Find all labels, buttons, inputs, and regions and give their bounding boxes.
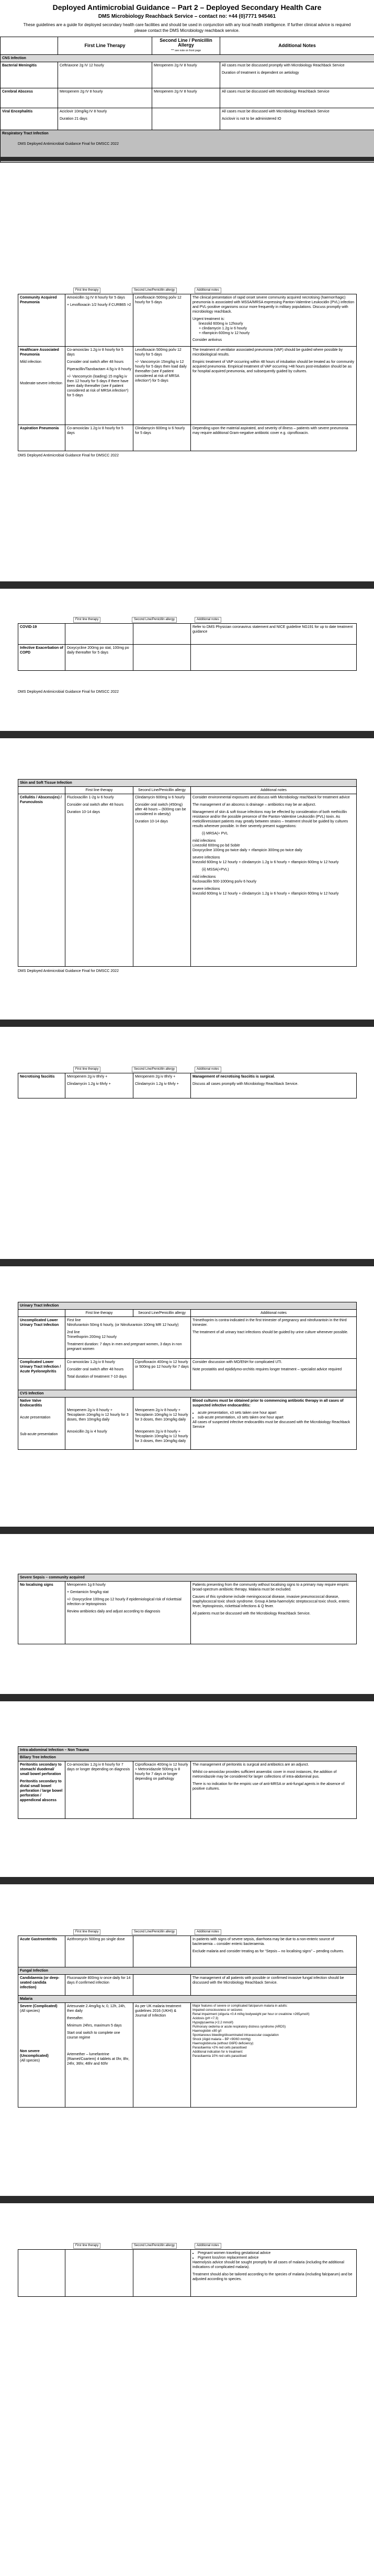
page-5: First line therapy Second Line/Penicillin allergy Additional notes Necrotising fasciitis Meropenem 2g iv 8hrly + Clindamycin 1.2g iv 6hrly + Meropenem 2g iv 8hrly + Clindamycin 1.2g iv 6hrly + Management of necrotising fasciitis is surgical. Discuss all cases promptly with Microbiology Reachback Service.: [0, 1067, 374, 1171]
page-2: First line therapy Second Line/Penicillin allergy Additional notes Community Acquired Pneumonia Amoxicillin 1g IV 8 hourly for 5 days + Levofloxacin 1/2 hourly if CURB65 >2 Levofloxacin 500mg po/iv 12 hourly for 5 days The clinical presentation of rapid onset severe community acquired necrotising (haemorrhagic) pneumonia is associated with MSSA/MRSA expressing Panton-Valentine Leukocidin (PVL) infection and PVL-positive organisms occur more frequently in military populations. Discuss promptly with microbiology reachback. Urgent treatment is: linezolid 600mg iv 12hourly + clindamycin 1.2g iv 6 hourly + rifampicin 600mg iv 12 hourly Consider antivirus Healthcare Associated Pneumonia Mild infection Moderate-severe infection Co-amoxiclav 1.2g iv 8 hourly for 5 days Consider oral switch after 48 hours Piperacillin/Tazobactam 4.5g iv 8 hourly +/- Vancomycin (loading) 15 mg/kg iv then 12 hourly for 5 days if there have been daily thereafter (see if patient considered at risk of MRSA infection*) for 5 days Levofloxacin 500mg po/iv 12 hourly for 5 days +/- Vancomycin 15mg/kg iv 12 hourly for 5 days then load daily thereafter (see if patient considered at risk of MRSA infection*) for 5 days The treatment of ventilator associated pneumonia (VAP) should be guided where possible by microbiological results. Empiric treatment of VAP occurring within 48 hours of intubation should be treated as for community acquired pneumonia. Empirical treatment of VAP occurring >48 hours post-intubation should be as for hospital acquired pneumonia, and subsequently guided by cultures. Aspiration Pneumonia Co-amoxiclav 1.2g iv 8 hourly for 5 days Clindamycin 600mg iv 6 hourly for 5 days Depending upon the material aspirated, and severity of illness – patients with severe pneumonia may require additional Gram-negative antibiotic cover e.g. ciprofloxacin. DMS Deployed Antimicrobial Guidance Final for DMSCC 2022: [0, 288, 374, 460]
col-second-line: Second Line / Penicillin Allergy *** see note on front page: [152, 37, 220, 55]
intra-abdominal-table: Intra-abdominal Infection – Non Trauma Biliary Tree Infection Peritonitis secondary to stomach/ duodenal/ small bowel perforation Peritonitis secondary to distal small bowel perforation / large bowel perforation / appendiceal abscess Co-amoxiclav 1.2g iv 8 hourly for 7 days or longer depending on diagnosis Ciprofloxacin 400mg iv 12 hourly + Metronidazole 500mg iv 8 hourly for 7 days or longer depending on pathology The management of peritonitis is surgical and antibiotics are an adjunct. Whilst co-amoxiclav provides sufficient anaerobic cover in most instances, the addition of metronidazole may be considered for larger collections of intra-abdominal pus. There is no indication for the empiric use of anti-MRSA or anti-fungal agents in the absence of positive cultures.: [18, 1746, 357, 1819]
page-separator: [0, 2196, 374, 2203]
page-3: First line therapy Second Line/Penicillin allergy Additional notes COVID-19 Refer to DMS Physician coronavirus statement and NICE guideline NG191 for up to date treatment guidance Infective Exacerbation of COPD Doxycycline 200mg po stat, 100mg po daily thereafter for 5 days DMS Deployed Antimicrobial Guidance Final for DMSCC 2022: [0, 617, 374, 722]
reachback-contact: DMS Microbiology Reachback Service – contact no: +44 (0)7771 945461: [98, 14, 276, 19]
page-title: Deployed Antimicrobial Guidance – Part 2 – Deployed Secondary Health Care: [52, 3, 322, 12]
malaria-notes-table: • Pregnant women traveling gestational advice • Pigment loss/iron replacement advice Haemolysis advice should be sought promptly for all cases of malaria (including the additional indications of complicated malaria). Treatment should also be tailored according to the species of malaria (including falciparum) and be adjusted according to species.: [18, 2249, 357, 2297]
page-9: First line therapy Second Line/Penicillin allergy Additional notes Acute Gastroenteritis Azithromycin 500mg po single dose In patients with signs of severe sepsis, diarrhoea may be due to a non-enteric source of bacteraemia – consider enteric bacteraemia. Exclude malaria and consider treating as for “Sepsis – no localising signs” – pending cultures. Fungal Infection Candidaemia (or deep-seated candida infection) Fluconazole 800mg iv once daily for 14 days if confirmed infection The management of all patients with possible or confirmed invasive fungal infection should be discussed with the Microbiology Reachback Service. Malaria Severe (Complicated) (All species) Non severe (Uncomplicated) (All species) Artesunate 2.4mg/kg iv, 0, 12h, 24h, then daily thereafter. Minimum 24hrs, maximum 5 days Start oral switch to complete one course regime Artemether – lumefantrine (Riamet/Coartem) 4 tablets at 0hr, 8hr, 24hr, 36hr, 48hr and 60hr As per UK malaria treatment guidelines 2016 (UKHI) & Journal of Infection Major features of severe or complicated falciparum malaria in adults: Impaired consciousness or seizures Renal impairment (oliguria <0.4 ml/kg bodyweight per hour or creatinine >265μmol/l) Acidosis (pH <7.3) Hypoglycaemia (<2.2 mmol/l) Pulmonary oedema or acute respiratory distress syndrome (ARDS) Haemoglobin ≤80 g/l Spontaneous bleeding/disseminated intravascular coagulation Shock (Algid malaria – BP <90/60 mmHg) Haemoglobinuria (without G6PD deficiency) Parasitaemia >2% red cells parasitised Additional indication for iv treatment: Parasitaemia 10% red cells parasitised: [0, 1929, 374, 2149]
sepsis-table: Severe Sepsis – community acquired No localising signs Meropenem 1g 8 hourly + Gentamicin 5mg/kg stat +/- Doxycycline 100mg po 12 hourly if epidemiological risk of rickettsial infection or leptospirosis Review antibiotics daily and adjust according to diagnosis Patients presenting from the community without localising signs to a primary may require empiric broad-spectrum antibiotic therapy. Malaria must be excluded. Causes of this syndrome include meningococcal disease, invasive pneumococcal disease, staphylococcal toxic shock syndrome. Group A beta-haemolytic streptococcal toxic shock, enteric fever, leptospirosis, rickettsial infections & Q fever. All patients must be discussed with the Microbiology Reachback Service.: [18, 1574, 357, 1644]
page-separator: [0, 731, 374, 738]
condition-cell: Bacterial Meningitis: [1, 62, 58, 88]
skin-soft-tissue-table: Skin and Soft Tissue Infection First line therapy Second Line/Penicillin allergy Additional notes Cellulitis / Abscess(es) / Furunculosis Flucloxacillin 1-2g iv 6 hourly Consider oral switch after 48 hours Duration 10-14 days Clindamycin 600mg iv 6 hourly Consider oral switch (450mg) after 48 hours – (600mg can be considered in obesity) Duration 10-14 days Consider environmental exposures and discuss with Microbiology reachback for treatment advice The management of an abscess is drainage – antibiotics may be an adjunct. Management of skin & soft tissue infections may be effected by consideration of both methicillin resistance and/or the possible presence of the Panton-Valentine Leukocidin (PVL) toxin. As meticillinresistant patients may greatly between strains – treatment should be guided by cultures results wherever possible. In their severely present suggestions: (i) MRSA(+ PVL mild infections Linezolid 600mg po bd Sobitr Doxycycline 100mg po twice daily + rifampicin 300mg po twice daily severe infections linezolid 600mg iv 12 hourly + clindamycin 1.2g iv 6 hourly + rifampicin 600mg iv 12 hourly (ii) MSSA(+PVL) mild infections flucloxacillin 500-1000mg po/iv 6 hourly severe infections linezolid 600mg iv 12 hourly + clindamycin 1.2g iv 6 hourly + rifampicin 600mg iv 12 hourly: [18, 779, 357, 967]
page-6: [0, 1302, 374, 1501]
cns-table: First Line Therapy Second Line / Penicillin Allergy *** see note on front page Additional Notes CNS Infection Bacterial Meningitis Ceftriaxone 2g IV 12 hourly Meropenem 2g IV 8 hourly All cases must be discussed promptly with Microbiology Reachback Service Duration of treatment is dependent on aetiology Cerebral Abscess Meropenem 2g IV 8 hourly Meropenem 2g IV 8 hourly All cases must be discussed with Microbiology Reachback Service Viral Encephalitis Aciclovir 10mg/kg IV 8 hourly Duration 21 days All cases must be discussed with Microbiology Reachback Service Aciclovir is not to be administered IO Respiratory Tract Infection: [0, 37, 374, 163]
section-heading: Respiratory Tract Infection: [1, 130, 374, 163]
necrotising-fasciitis-table: Necrotising fasciitis Meropenem 2g iv 8hrly + Clindamycin 1.2g iv 6hrly + Meropenem 2g iv 8hrly + Clindamycin 1.2g iv 6hrly + Management of necrotising fasciitis is surgical. Discuss all cases promptly with Microbiology Reachback Service.: [18, 1073, 357, 1098]
covid-copd-table: COVID-19 Refer to DMS Physician coronavirus statement and NICE guideline NG191 for up to date treatment guidance Infective Exacerbation of COPD Doxycycline 200mg po stat, 100mg po daily thereafter for 5 days: [18, 623, 357, 671]
page-1: [0, 0, 374, 157]
page-separator: [0, 581, 374, 589]
table-header: First line therapy Second Line/Penicillin allergy Additional notes: [18, 288, 356, 293]
section-heading: CNS Infection: [1, 55, 374, 62]
page-separator: [0, 1020, 374, 1027]
intro-text: These guidelines are a guide for deployed secondary health care facilities and should be used in conjunction with any local health intelligence. If further clinical advice is required please contact the DMS Microbiology reachback service.: [23, 22, 351, 33]
page-separator: [0, 1877, 374, 1884]
page-separator: [0, 1694, 374, 1701]
footer: DMS Deployed Antimicrobial Guidance Final for DMSCC 2022: [18, 142, 119, 146]
col-additional-notes: Additional Notes: [220, 37, 374, 55]
respiratory-table: Community Acquired Pneumonia Amoxicillin 1g IV 8 hourly for 5 days + Levofloxacin 1/2 hourly if CURB65 >2 Levofloxacin 500mg po/iv 12 hourly for 5 days The clinical presentation of rapid onset severe community acquired necrotising (haemorrhagic) pneumonia is associated with MSSA/MRSA expressing Panton-Valentine Leukocidin (PVL) infection and PVL-positive organisms occur more frequently in military populations. Discuss promptly with microbiology reachback. Urgent treatment is: linezolid 600mg iv 12hourly + clindamycin 1.2g iv 6 hourly + rifampicin 600mg iv 12 hourly Consider antivirus Healthcare Associated Pneumonia Mild infection Moderate-severe infection Co-amoxiclav 1.2g iv 8 hourly for 5 days Consider oral switch after 48 hours Piperacillin/Tazobactam 4.5g iv 8 hourly +/- Vancomycin (loading) 15 mg/kg iv then 12 hourly for 5 days if there have been daily thereafter (see if patient considered at risk of MRSA infection*) for 5 days Levofloxacin 500mg po/iv 12 hourly for 5 days +/- Vancomycin 15mg/kg iv 12 hourly for 5 days then load daily thereafter (see if patient considered at risk of MRSA infection*) for 5 days The treatment of ventilator associated pneumonia (VAP) should be guided where possible by microbiological results. Empiric treatment of VAP occurring within 48 hours of intubation should be treated as for community acquired pneumonia. Empirical treatment of VAP occurring >48 hours post-intubation should be as for hospital acquired pneumonia, and subsequently guided by cultures. Aspiration Pneumonia Co-amoxiclav 1.2g iv 8 hourly for 5 days Clindamycin 600mg iv 6 hourly for 5 days Depending upon the material aspirated, and severity of illness – patients with severe pneumonia may require additional Gram-negative antibiotic cover e.g. ciprofloxacin.: [18, 294, 357, 451]
page-4: Skin and Soft Tissue Infection First line therapy Second Line/Penicillin allergy Additional notes Cellulitis / Abscess(es) / Furunculosis Flucloxacillin 1-2g iv 6 hourly Consider oral switch after 48 hours Duration 10-14 days Clindamycin 600mg iv 6 hourly Consider oral switch (450mg) after 48 hours – (600mg can be considered in obesity) Duration 10-14 days Consider environmental exposures and discuss with Microbiology reachback for treatment advice The management of an abscess is drainage – antibiotics may be an adjunct. Management of skin & soft tissue infections may be effected by consideration of both methicillin resistance and/or the possible presence of the Panton-Valentine Leukocidin (PVL) toxin. As meticillinresistant patients may greatly between strains – treatment should be guided by cultures results wherever possible. In their severely present suggestions: (i) MRSA(+ PVL mild infections Linezolid 600mg po bd Sobitr Doxycycline 100mg po twice daily + rifampicin 300mg po twice daily severe infections linezolid 600mg iv 12 hourly + clindamycin 1.2g iv 6 hourly + rifampicin 600mg iv 12 hourly (ii) MSSA(+PVL) mild infections flucloxacillin 500-1000mg po/iv 6 hourly severe infections linezolid 600mg iv 12 hourly + clindamycin 1.2g iv 6 hourly + rifampicin 600mg iv 12 hourly DMS Deployed Antimicrobial Guidance Final for DMSCC 2022: [0, 779, 374, 988]
col-first-line: First Line Therapy: [58, 37, 152, 55]
urinary-cvs-table: Urinary Tract Infection First line therapy Second Line/Penicillin allergy Additional notes Uncomplicated Lower Urinary Tract Infection First line Nitrofurantoin 50mg 6 hourly, (or Nitrofurantoin 100mg MR 12 hourly) 2nd line Trimethoprim 200mg 12 hourly Treatment duration: 7 days in men and pregnant women, 3 days in non pregnant women Trimethoprim is contra-indicated in the first trimester of pregnancy and nitrofurantoin in the third trimester. The treatment of all urinary tract infections should be guided by urine culture whenever possible. Complicated Lower Urinary Tract Infection / Acute Pyelonephritis Co-amoxiclav 1.2g iv 8 hourly Consider oral switch after 48 hours Total duration of treatment 7-10 days Ciprofloxacin 400mg iv 12 hourly or 500mg po 12 hourly for 7 days Consider discussion with MO/ENH for complicated UTI. Note prostatitis and epididymo-orchitis requires longer treatment – specialist advice required CVS Infection Native Valve Endocarditis Acute presentation Sub-acute presentation Meropenem 2g iv 8 hourly + Teicoplanin 10mg/kg iv 12 hourly for 3 doses, then 10mg/kg daily Amoxicillin 2g iv 4 hourly Meropenem 2g iv 8 hourly + Teicoplanin 10mg/kg iv 12 hourly for 3 doses, then 10mg/kg daily Meropenem 2g iv 8 hourly + Teicoplanin 10mg/kg iv 12 hourly for 3 doses, then 10mg/kg daily Blood cultures must be obtained prior to commencing antibiotic therapy in all cases of suspected infective endocarditis: • acute presentation, x3 sets taken one hour apart • sub-acute presentation, x3 sets taken one hour apart All cases of suspected infective endocarditis must be discussed with the Microbiology Reachback Service: [18, 1302, 357, 1450]
page-separator: [0, 157, 374, 161]
page-separator: [0, 1527, 374, 1534]
page-7: [0, 1574, 374, 1678]
gastro-fungal-malaria-table: Acute Gastroenteritis Azithromycin 500mg po single dose In patients with signs of severe sepsis, diarrhoea may be due to a non-enteric source of bacteraemia – consider enteric bacteraemia. Exclude malaria and consider treating as for “Sepsis – no localising signs” – pending cultures. Fungal Infection Candidaemia (or deep-seated candida infection) Fluconazole 800mg iv once daily for 14 days if confirmed infection The management of all patients with possible or confirmed invasive fungal infection should be discussed with the Microbiology Reachback Service. Malaria Severe (Complicated) (All species) Non severe (Uncomplicated) (All species) Artesunate 2.4mg/kg iv, 0, 12h, 24h, then daily thereafter. Minimum 24hrs, maximum 5 days Start oral switch to complete one course regime Artemether – lumefantrine (Riamet/Coartem) 4 tablets at 0hr, 8hr, 24hr, 36hr, 48hr and 60hr As per UK malaria treatment guidelines 2016 (UKHI) & Journal of Infection Major features of severe or complicated falciparum malaria in adults: Impaired consciousness or seizures Renal impairment (oliguria <0.4 ml/kg bodyweight per hour or creatinine >265μmol/l) Acidosis (pH <7.3) Hypoglycaemia (<2.2 mmol/l) Pulmonary oedema or acute respiratory distress syndrome (ARDS) Haemoglobin ≤80 g/l Spontaneous bleeding/disseminated intravascular coagulation Shock (Algid malaria – BP <90/60 mmHg) Haemoglobinuria (without G6PD deficiency) Parasitaemia >2% red cells parasitised Additional indication for iv treatment: Parasitaemia 10% red cells parasitised: [18, 1936, 357, 2108]
page-10: First line therapy Second Line/Penicillin allergy Additional notes • Pregnant women traveling gestational advice • Pigment loss/iron replacement advice Haemolysis advice should be sought promptly for all cases of malaria (including the additional indications of complicated malaria). Treatment should also be tailored according to the species of malaria (including falciparum) and be adjusted according to species.: [0, 2243, 374, 2358]
page-8: [0, 1746, 374, 1861]
page-separator: [0, 1259, 374, 1266]
